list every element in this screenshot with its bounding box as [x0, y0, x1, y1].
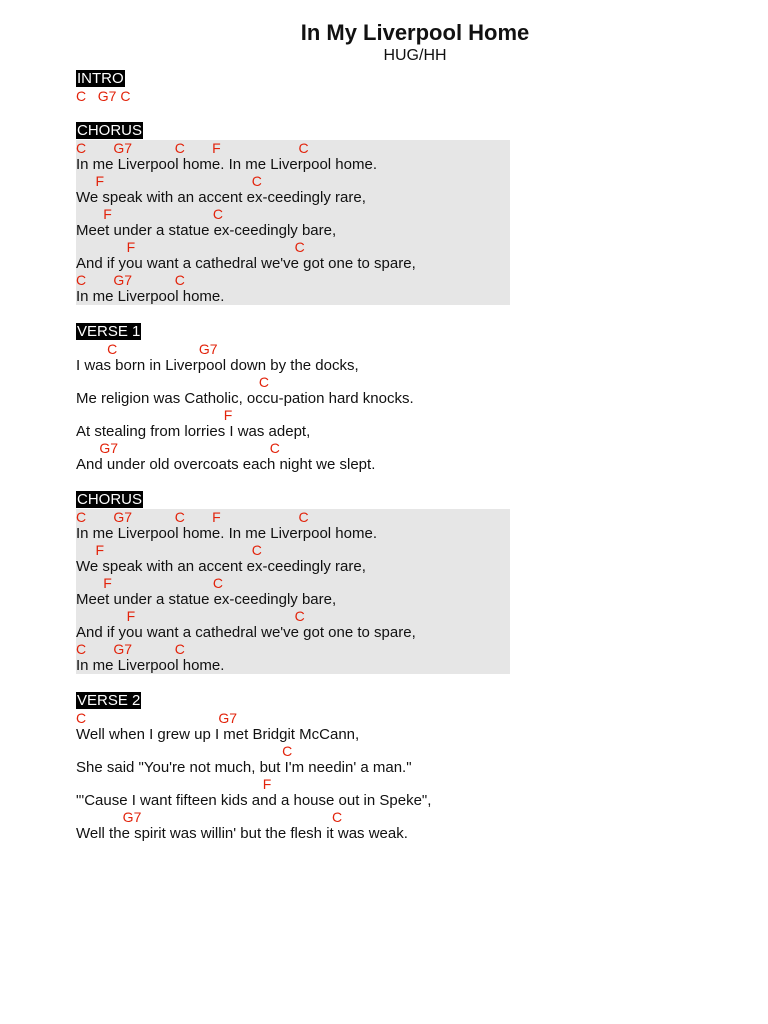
section-lines — [76, 710, 510, 842]
section-label: VERSE 2 — [77, 692, 141, 709]
lyric-line: We speak with an accent ex-ceedingly rare, — [76, 189, 366, 206]
chord-line: C G7 C — [76, 641, 185, 657]
chord-line: C — [76, 743, 293, 759]
chord-line: C G7 — [76, 341, 218, 357]
chord-line: C — [76, 374, 269, 390]
chord-line: F C — [76, 206, 224, 222]
chord-line: F C — [76, 542, 262, 558]
chord-line: G7 C — [76, 440, 280, 456]
chord-line: C G7 — [76, 710, 238, 726]
song-title: In My Liverpool Home — [300, 20, 530, 45]
section-lines — [76, 341, 510, 473]
lyric-line: And if you want a cathedral we've got one to spare, — [76, 624, 416, 641]
lyric-line: I was born in Liverpool down by the docks, — [76, 357, 359, 374]
lyric-line: In me Liverpool home. In me Liverpool home. — [76, 156, 377, 173]
chord-line: F — [76, 407, 233, 423]
lyric-line: Well the spirit was willin' but the flesh it was weak. — [76, 825, 408, 842]
section-label: INTRO — [77, 70, 124, 87]
lyric-line: "'Cause I want fifteen kids and a house out in Speke", — [76, 792, 432, 809]
lyric-line: In me Liverpool home. — [76, 657, 225, 674]
song-subtitle: HUG/HH — [383, 47, 447, 64]
chord-line: F C — [76, 608, 305, 624]
chord-line: F — [76, 776, 272, 792]
section-verse-1 — [76, 323, 516, 473]
chord-line: C G7 C — [76, 272, 185, 288]
section-lines — [76, 88, 510, 104]
lyric-line: Me religion was Catholic, occu-pation hard knocks. — [76, 390, 414, 407]
chord-line: C G7 C — [76, 88, 131, 104]
chord-line: C G7 C F C — [76, 509, 309, 525]
chord-line: C G7 C F C — [76, 140, 309, 156]
section-lines — [76, 140, 510, 305]
lyric-line: Meet under a statue ex-ceedingly bare, — [76, 222, 337, 239]
section-chorus — [76, 122, 516, 305]
chord-line: G7 C — [76, 809, 343, 825]
chord-line: F C — [76, 239, 305, 255]
lyric-line: We speak with an accent ex-ceedingly rare, — [76, 558, 366, 575]
section-intro — [76, 70, 516, 104]
lyric-line: In me Liverpool home. In me Liverpool home. — [76, 525, 377, 542]
section-label: CHORUS — [77, 122, 143, 139]
section-chorus — [76, 491, 516, 674]
lyric-line: She said "You're not much, but I'm needin' a man." — [76, 759, 412, 776]
section-verse-2 — [76, 692, 516, 842]
lyric-line: Well when I grew up I met Bridgit McCann, — [76, 726, 360, 743]
lyric-line: And if you want a cathedral we've got one to spare, — [76, 255, 416, 272]
song-body — [76, 70, 516, 860]
lyric-line: At stealing from lorries I was adept, — [76, 423, 311, 440]
lyric-line: Meet under a statue ex-ceedingly bare, — [76, 591, 337, 608]
lyric-line: And under old overcoats each night we slept. — [76, 456, 376, 473]
lyric-line: In me Liverpool home. — [76, 288, 225, 305]
chord-line: F C — [76, 575, 224, 591]
section-label: CHORUS — [77, 491, 143, 508]
section-label: VERSE 1 — [77, 323, 141, 340]
section-lines — [76, 509, 510, 674]
chord-line: F C — [76, 173, 262, 189]
